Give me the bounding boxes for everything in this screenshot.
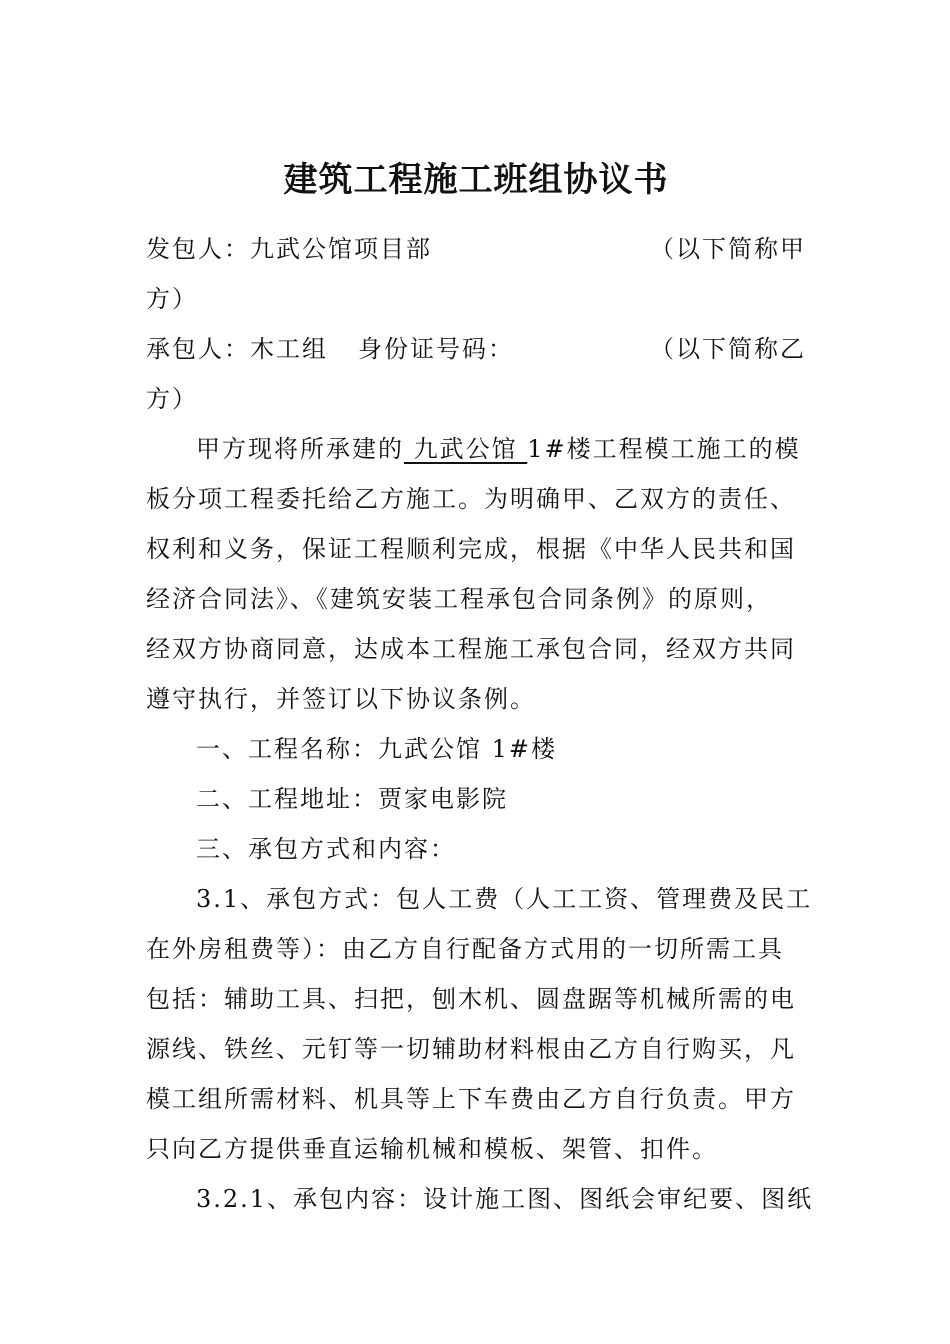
project-name-underlined: 九武公馆 <box>404 435 528 463</box>
subcontractor-abbrev: （以下简称乙 <box>650 335 806 363</box>
clause-3-2-1-first-line: 3.2.1、承包内容：设计施工图、图纸会审纪要、图纸 <box>196 1185 814 1213</box>
contractor-abbrev: （以下简称甲 <box>650 235 806 263</box>
section-project-name: 一、工程名称：九武公馆 1#楼 <box>196 735 558 763</box>
intro-line: 经济合同法》、《建筑安装工程承包合同条例》的原则， <box>146 585 772 613</box>
clause-3-1-line: 包括：辅助工具、扫把，刨木机、圆盘踞等机械所需的电 <box>146 985 796 1013</box>
intro-line: 权利和义务，保证工程顺利完成，根据《中华人民共和国 <box>146 535 796 563</box>
clause-3-1-line: 源线、铁丝、元钉等一切辅助材料根由乙方自行购买，凡 <box>146 1035 796 1063</box>
intro-line: 板分项工程委托给乙方施工。为明确甲、乙双方的责任、 <box>146 485 796 513</box>
clause-3-1-line: 模工组所需材料、机具等上下车费由乙方自行负责。甲方 <box>146 1085 796 1113</box>
contractor-line-cont: 方） <box>146 285 198 313</box>
subcontractor-info <box>146 324 514 374</box>
document-title: 建筑工程施工班组协议书 <box>283 160 669 200</box>
document-page <box>146 150 814 1224</box>
intro-line: 遵守执行，并签订以下协议条例。 <box>146 685 536 713</box>
subcontractor-line-cont: 方） <box>146 385 198 413</box>
intro-post: 1#楼工程模工施工的模 <box>527 435 801 463</box>
contractor-line <box>146 224 806 274</box>
intro-line: 经双方协商同意，达成本工程施工承包合同，经双方共同 <box>146 635 796 663</box>
clause-3-1-line: 在外房租费等）：由乙方自行配备方式用的一切所需工具 <box>146 935 784 963</box>
subcontractor-line <box>146 324 806 374</box>
clause-3-1-line: 只向乙方提供垂直运输机械和模板、架管、扣件。 <box>146 1135 718 1163</box>
section-project-address: 二、工程地址：贾家电影院 <box>196 785 508 813</box>
id-number-label: 身份证号码： <box>358 335 514 363</box>
subcontractor-name: 承包人：木工组 <box>146 335 328 363</box>
section-contract-method: 三、承包方式和内容： <box>196 835 456 863</box>
contractor-name: 发包人：九武公馆项目部 <box>146 235 432 263</box>
intro-pre: 甲方现将所承建的 <box>196 435 404 463</box>
intro-paragraph-first-line <box>146 424 806 474</box>
clause-3-1-first-line: 3.1、承包方式：包人工费（人工工资、管理费及民工 <box>196 885 813 913</box>
